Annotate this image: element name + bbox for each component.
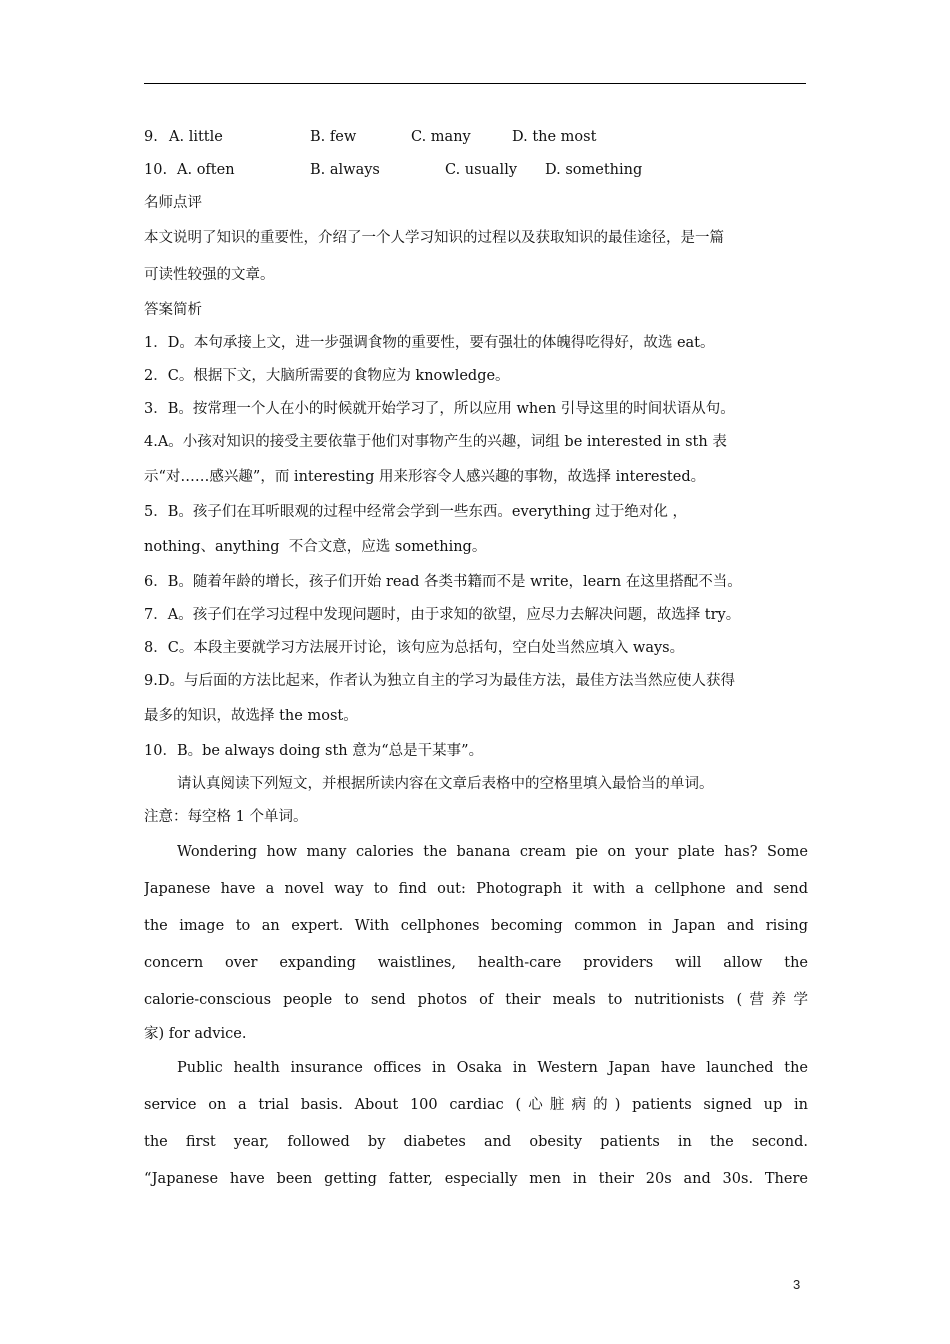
option-b: B. always bbox=[310, 162, 380, 178]
answer-line: 4.A。小孩对知识的接受主要依靠于他们对事物产生的兴趣，词组 be interested in sth 表 bbox=[144, 434, 727, 450]
option-d: D. the most bbox=[512, 129, 597, 145]
option-row-10 bbox=[144, 154, 808, 187]
option-c: C. usually bbox=[445, 162, 518, 178]
answer-line: 2．C。根据下文，大脑所需要的食物应为 knowledge。 bbox=[144, 368, 510, 384]
page-content bbox=[144, 121, 808, 1198]
passage-line: service on a trial basis. About 100 cardiac (心脏病的) patients signed up in bbox=[144, 1097, 808, 1113]
answer-line: 1．D。本句承接上文，进一步强调食物的重要性，要有强壮的体魄得吃得好，故选 eat。 bbox=[144, 335, 715, 351]
answer-line: 8．C。本段主要就学习方法展开讨论，该句应为总括句，空白处当然应填入 ways。 bbox=[144, 640, 685, 656]
passage-line: “Japanese have been getting fatter, especially men in their 20s and 30s. There bbox=[144, 1171, 808, 1187]
passage-line: the first year, followed by diabetes and obesity patients in the second. bbox=[144, 1134, 808, 1150]
option-d: D. something bbox=[545, 162, 643, 178]
answer-line: 6．B。随着年龄的增长，孩子们开始 read 各类书籍而不是 write，learn 在这里搭配不当。 bbox=[144, 574, 742, 590]
option-c: C. many bbox=[411, 129, 471, 145]
review-line: 本文说明了知识的重要性，介绍了一个人学习知识的过程以及获取知识的最佳途径，是一篇 bbox=[144, 230, 724, 246]
answer-line: 7．A。孩子们在学习过程中发现问题时，由于求知的欲望，应尽力去解决问题，故选择 try。 bbox=[144, 607, 741, 623]
answer-line: 9.D。与后面的方法比起来，作者认为独立自主的学习为最佳方法，最佳方法当然应使人获得 bbox=[144, 673, 735, 689]
answer-line: 最多的知识，故选择 the most。 bbox=[144, 708, 358, 724]
passage-line: 家) for advice. bbox=[144, 1026, 247, 1042]
question-number: 9. bbox=[144, 129, 158, 145]
review-line: 可读性较强的文章。 bbox=[144, 267, 275, 283]
answer-line: 3．B。按常理一个人在小的时候就开始学习了，所以应用 when 引导这里的时间状语从句。 bbox=[144, 401, 735, 417]
passage-line: Public health insurance offices in Osaka in Western Japan have launched the bbox=[177, 1060, 808, 1076]
passage-line: concern over expanding waistlines, health-care providers will allow the bbox=[144, 955, 808, 971]
option-row-9 bbox=[144, 121, 808, 154]
review-title: 名师点评 bbox=[144, 195, 202, 211]
header-rule bbox=[144, 83, 806, 84]
answer-line: 10．B。be always doing sth 意为“总是干某事”。 bbox=[144, 743, 484, 759]
question-number: 10. bbox=[144, 162, 168, 178]
instruction-line: 注意：每空格 1 个单词。 bbox=[144, 809, 308, 825]
passage-line: the image to an expert. With cellphones becoming common in Japan and rising bbox=[144, 918, 808, 934]
instruction-line: 请认真阅读下列短文，并根据所读内容在文章后表格中的空格里填入最恰当的单词。 bbox=[177, 776, 714, 792]
option-b: B. few bbox=[310, 129, 357, 145]
option-a: A. little bbox=[169, 129, 223, 145]
option-a: A. often bbox=[177, 162, 235, 178]
passage-line: Japanese have a novel way to find out: Photograph it with a cellphone and send bbox=[144, 881, 808, 897]
answer-line: 5．B。孩子们在耳听眼观的过程中经常会学到一些东西。everything 过于绝对化 ， bbox=[144, 504, 687, 520]
answer-line: 示“对……感兴趣”，而 interesting 用来形容令人感兴趣的事物，故选择 interested。 bbox=[144, 469, 706, 485]
passage-line: calorie-conscious people to send photos of their meals to nutritionists (营养学 bbox=[144, 992, 808, 1008]
answers-title: 答案简析 bbox=[144, 302, 202, 318]
page-number: 3 bbox=[793, 1277, 801, 1292]
passage-line: Wondering how many calories the banana cream pie on your plate has? Some bbox=[177, 844, 808, 860]
answer-line: nothing、anything 不合文意，应选 something。 bbox=[144, 539, 487, 555]
